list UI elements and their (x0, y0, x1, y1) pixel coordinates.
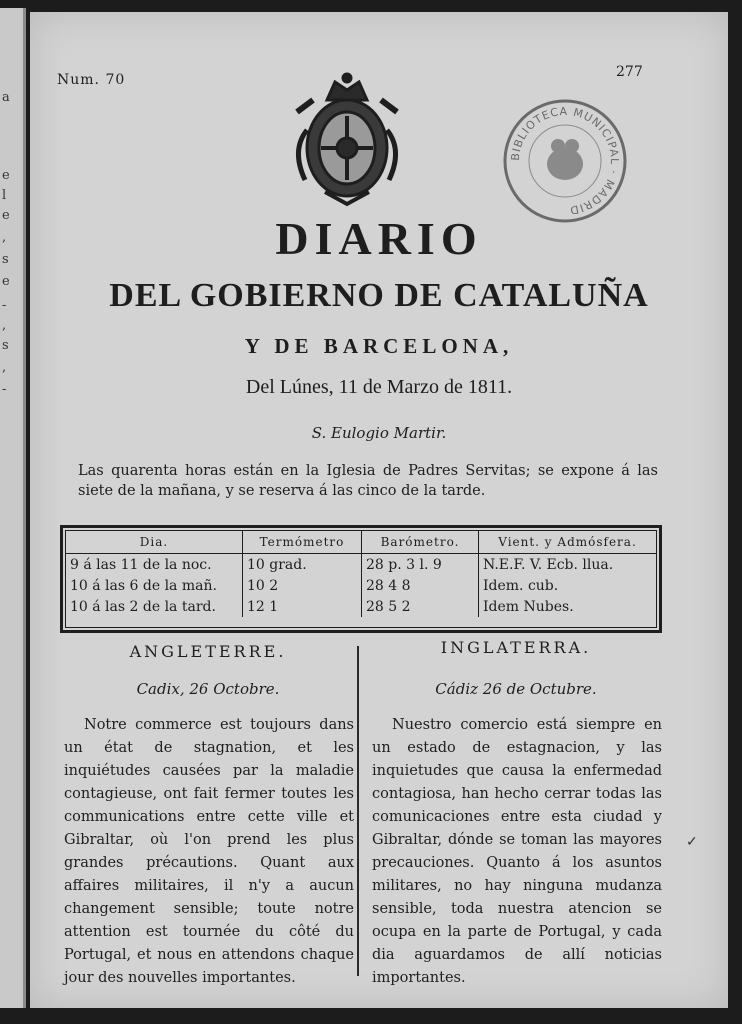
header-termometro: Termómetro (243, 531, 362, 554)
margin-mark-icon: ✓ (686, 834, 698, 850)
cell-dia: 10 á las 2 de la tard. (66, 596, 243, 617)
left-column-text: Notre commerce est toujours dans un état de stagnation, et les inquiétudes causées par la maladie contagieuse, ont fait fermer toutes les communications entre cette ville et Gibraltar, où l'on prend les plus grandes précautions. Quant aux affaires militaires, il n'y a aucun changement sensible; toute notre attention est tournée du côté du Portugal, et nous en attendons chaque jour des nouvelles importantes. (64, 717, 354, 986)
cell-viento: N.E.F. V. Ecb. llua. (483, 556, 614, 573)
right-column-heading: INGLATERRA. (440, 638, 592, 657)
issue-number: Num. 70 (57, 72, 126, 88)
left-column-dateline: Cadix, 26 Octobre. (136, 680, 280, 698)
saint-of-day: S. Eulogio Martir. (311, 424, 447, 442)
table-row (66, 575, 656, 596)
cell-viento: Idem Nubes. (483, 598, 574, 615)
stamp-text: BIBLIOTECA MUNICIPAL · MADRID (508, 104, 622, 217)
cell-barometro: 28 p. 3 l. 9 (362, 554, 479, 576)
table-row (66, 596, 656, 617)
page-number: 277 (616, 64, 643, 80)
cell-dia: 9 á las 11 de la noc. (66, 554, 243, 576)
library-stamp-icon (500, 96, 630, 226)
column-divider (357, 646, 359, 976)
masthead-subtitle: DEL GOBIERNO DE CATALUÑA (109, 277, 649, 314)
header-barometro: Barómetro. (362, 531, 479, 554)
royal-crest-icon (285, 70, 409, 210)
newspaper-page (30, 12, 728, 1008)
left-page-edge: a e l e , s e - , s , - (0, 8, 26, 1008)
left-column-heading: ANGLETERRE. (129, 642, 287, 661)
weather-table (60, 525, 662, 633)
cell-dia: 10 á las 6 de la mañ. (66, 575, 243, 596)
cell-barometro: 28 4 8 (362, 575, 479, 596)
cell-barometro: 28 5 2 (362, 596, 479, 617)
forty-hours-notice: Las quarenta horas están en la Iglesia de Padres Servitas; se expone á las siete de la mañana, y se reserva á las cinco de la tarde. (78, 463, 658, 499)
table-row (66, 554, 656, 576)
cell-viento: Idem. cub. (483, 577, 559, 594)
masthead-title: DIARIO (275, 213, 483, 264)
cell-termometro: 10 grad. (243, 554, 362, 576)
masthead-subtitle2: Y DE BARCELONA, (244, 334, 514, 358)
right-column-dateline: Cádiz 26 de Octubre. (435, 680, 597, 698)
header-dia: Dia. (66, 531, 243, 554)
masthead-date: Del Lúnes, 11 de Marzo de 1811. (245, 376, 513, 398)
cell-termometro: 10 2 (243, 575, 362, 596)
right-column-text: Nuestro comercio está siempre en un estado de estagnacion, y las inquietudes que causa la enfermedad contagiosa, han hecho cerrar todas las comunicaciones entre esta ciudad y Gibraltar, dónde se toman las mayores precauciones. Quanto á los asuntos militares, no hay ninguna mudanza sensible, toda nuestra atencion se ocupa en la parte de Portugal, y cada dia aguardamos de allí noticias importantes. (372, 717, 662, 986)
header-viento: Vient. y Admósfera. (479, 531, 657, 554)
cell-termometro: 12 1 (243, 596, 362, 617)
